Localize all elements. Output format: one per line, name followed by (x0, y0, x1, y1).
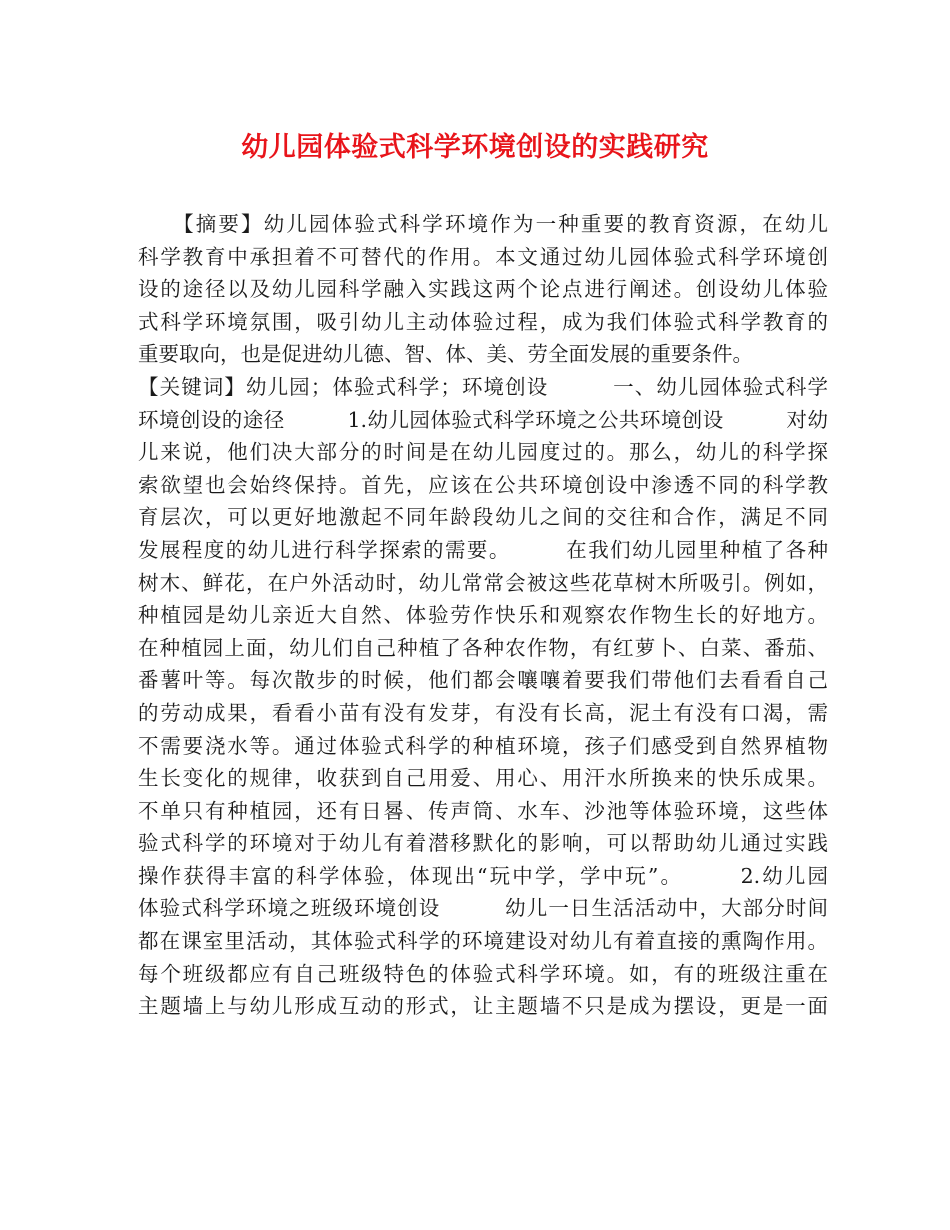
body-line: 的劳动成果，看看小苗有没有发芽，有没有长高，泥土有没有口渴，需 (138, 700, 828, 725)
body-line: 不单只有种植园，还有日晷、传声筒、水车、沙池等体验环境，这些体 (138, 798, 828, 823)
body-line: 发展程度的幼儿进行科学探索的需要。 在我们幼儿园里种植了各种 (138, 537, 828, 562)
body-line: 树木、鲜花，在户外活动时，幼儿常常会被这些花草树木所吸引。例如， (138, 570, 828, 595)
body-line: 番薯叶等。每次散步的时候，他们都会嚷嚷着要我们带他们去看看自己 (138, 668, 828, 693)
body-line: 儿来说，他们决大部分的时间是在幼儿园度过的。那么，幼儿的科学探 (138, 440, 828, 465)
body-line: 设的途径以及幼儿园科学融入实践这两个论点进行阐述。创设幼儿体验 (138, 277, 828, 302)
body-line: 操作获得丰富的科学体验，体现出“玩中学，学中玩”。 2.幼儿园 (138, 863, 828, 888)
body-line: 科学教育中承担着不可替代的作用。本文通过幼儿园体验式科学环境创 (138, 244, 828, 269)
body-line: 都在课室里活动，其体验式科学的环境建设对幼儿有着直接的熏陶作用。 (138, 929, 828, 954)
body-line: 索欲望也会始终保持。首先，应该在公共环境创设中渗透不同的科学教 (138, 472, 828, 497)
body-line: 不需要浇水等。通过体验式科学的种植环境，孩子们感受到自然界植物 (138, 733, 828, 758)
body-line: 每个班级都应有自己班级特色的体验式科学环境。如，有的班级注重在 (138, 961, 828, 986)
body-line: 式科学环境氛围，吸引幼儿主动体验过程，成为我们体验式科学教育的 (138, 309, 828, 334)
body-line: 在种植园上面，幼儿们自己种植了各种农作物，有红萝卜、白菜、番茄、 (138, 635, 828, 660)
body-line: 环境创设的途径 1.幼儿园体验式科学环境之公共环境创设 对幼 (138, 407, 828, 432)
body-line: 重要取向，也是促进幼儿德、智、体、美、劳全面发展的重要条件。 (138, 342, 753, 367)
body-line: 种植园是幼儿亲近大自然、体验劳作快乐和观察农作物生长的好地方。 (138, 603, 828, 628)
body-line: 【摘要】幼儿园体验式科学环境作为一种重要的教育资源，在幼儿 (138, 212, 828, 236)
body-line: 育层次，可以更好地激起不同年龄段幼儿之间的交往和合作，满足不同 (138, 505, 828, 530)
body-line: 主题墙上与幼儿形成互动的形式，让主题墙不只是成为摆设，更是一面 (138, 994, 828, 1019)
document-body (138, 208, 828, 1023)
body-line: 生长变化的规律，收获到自己用爱、用心、用汗水所换来的快乐成果。 (138, 766, 828, 791)
body-line: 验式科学的环境对于幼儿有着潜移默化的影响，可以帮助幼儿通过实践 (138, 831, 828, 856)
document-title: 幼儿园体验式科学环境创设的实践研究 (241, 132, 709, 163)
body-line: 【关键词】幼儿园；体验式科学；环境创设 一、幼儿园体验式科学 (138, 374, 828, 399)
body-line: 体验式科学环境之班级环境创设 幼儿一日生活活动中，大部分时间 (138, 896, 828, 921)
